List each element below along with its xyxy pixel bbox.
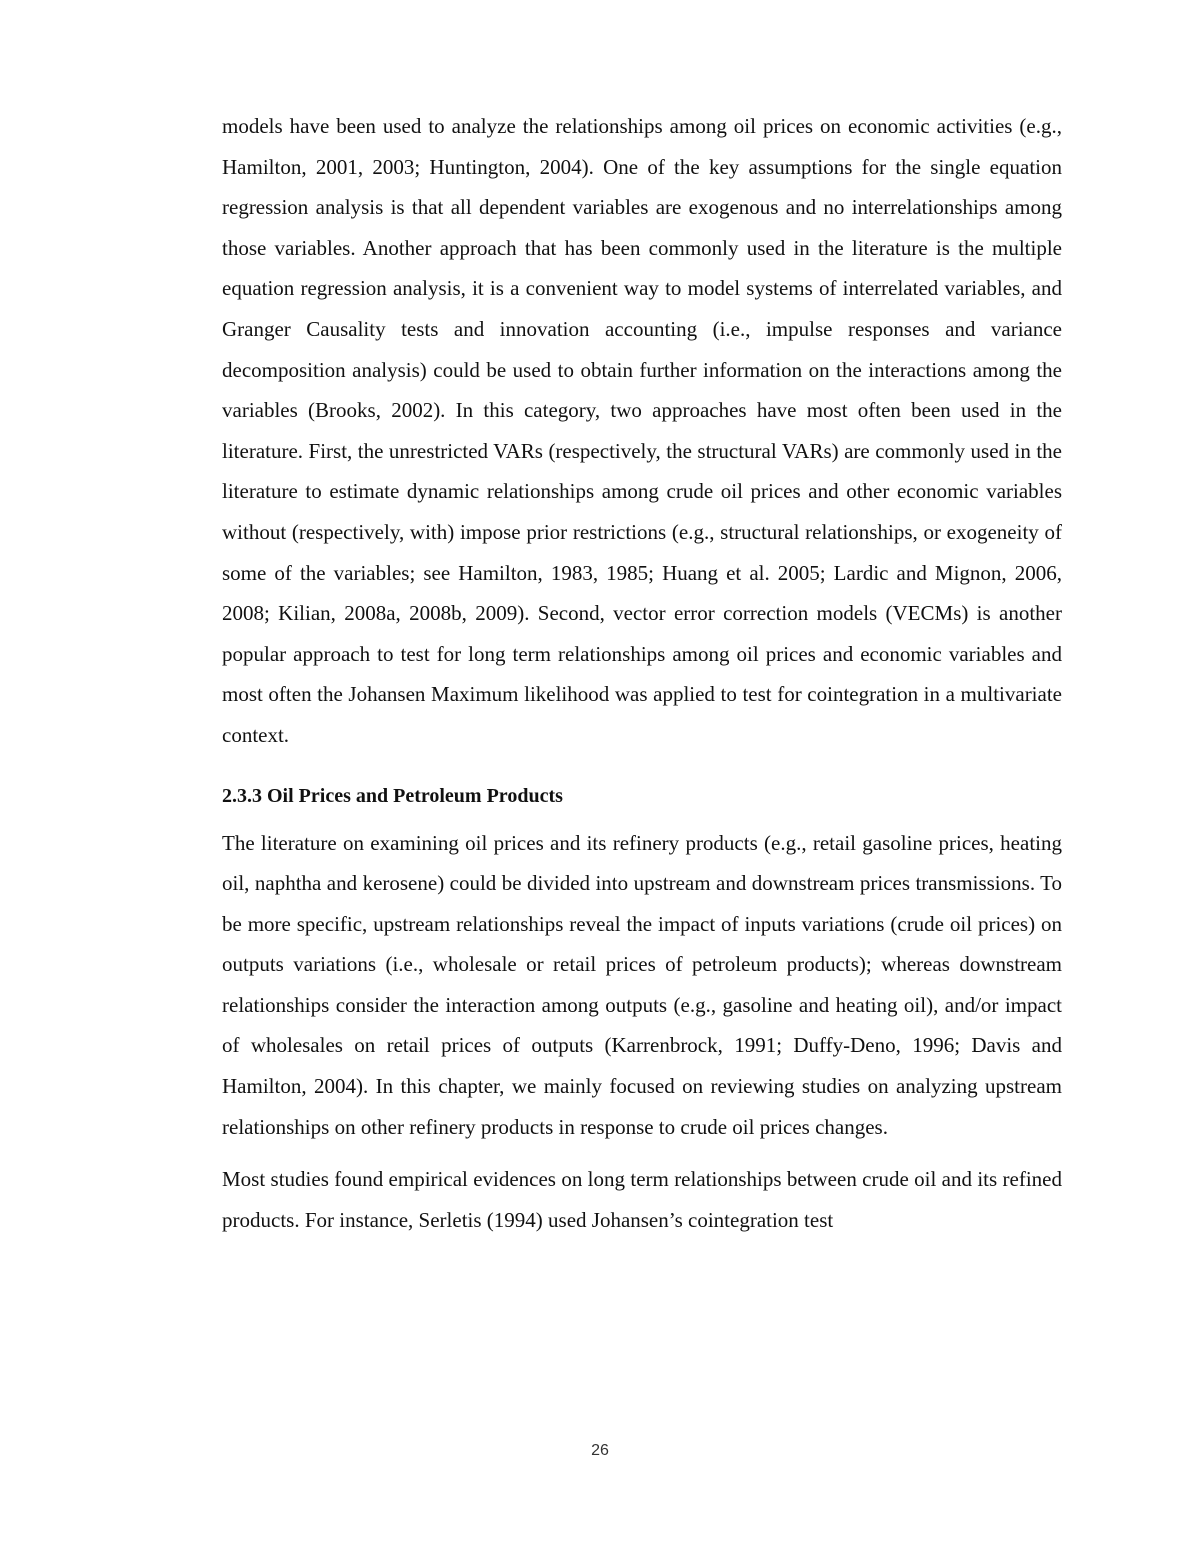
section-heading: 2.3.3 Oil Prices and Petroleum Products — [222, 784, 563, 807]
document-body — [222, 106, 1062, 1240]
paragraph-section-1: The literature on examining oil prices and its refinery products (e.g., retail gasoline prices, heating oil, naphtha and kerosene) could be divided into upstream and downstream prices transmissions. To be more specific, upstream relationships reveal the impact of inputs variations (crude oil prices) on outputs variations (i.e., wholesale or retail prices of petroleum products); whereas downstream relationships consider the interaction among outputs (e.g., gasoline and heating oil), and/or impact of wholesales on retail prices of outputs (Karrenbrock, 1991; Duffy-Deno, 1996; Davis and Hamilton, 2004). In this chapter, we mainly focused on reviewing studies on analyzing upstream relationships on other refinery products in response to crude oil prices changes. — [222, 830, 1062, 1139]
paragraph-intro: models have been used to analyze the relationships among oil prices on economic activities (e.g., Hamilton, 2001, 2003; Huntington, 2004). One of the key assumptions for the single equation regression analysis is that all dependent variables are exogenous and no interrelationships among those variables. Another approach that has been commonly used in the literature is the multiple equation regression analysis, it is a convenient way to model systems of interrelated variables, and Granger Causality tests and innovation accounting (i.e., impulse responses and variance decomposition analysis) could be used to obtain further information on the interactions among the variables (Brooks, 2002). In this category, two approaches have most often been used in the literature. First, the unrestricted VARs (respectively, the structural VARs) are commonly used in the literature to estimate dynamic relationships among crude oil prices and other economic variables without (respectively, with) impose prior restrictions (e.g., structural relationships, or exogeneity of some of the variables; see Hamilton, 1983, 1985; Huang et al. 2005; Lardic and Mignon, 2006, 2008; Kilian, 2008a, 2008b, 2009). Second, vector error correction models (VECMs) is another popular approach to test for long term relationships among oil prices and economic variables and most often the Johansen Maximum likelihood was applied to test for cointegration in a multivariate context. — [222, 114, 1062, 747]
page-number: 26 — [591, 1442, 609, 1459]
paragraph-section-2: Most studies found empirical evidences on long term relationships between crude oil and its refined products. For instance, Serletis (1994) used Johansen’s cointegration test — [222, 1167, 1062, 1232]
